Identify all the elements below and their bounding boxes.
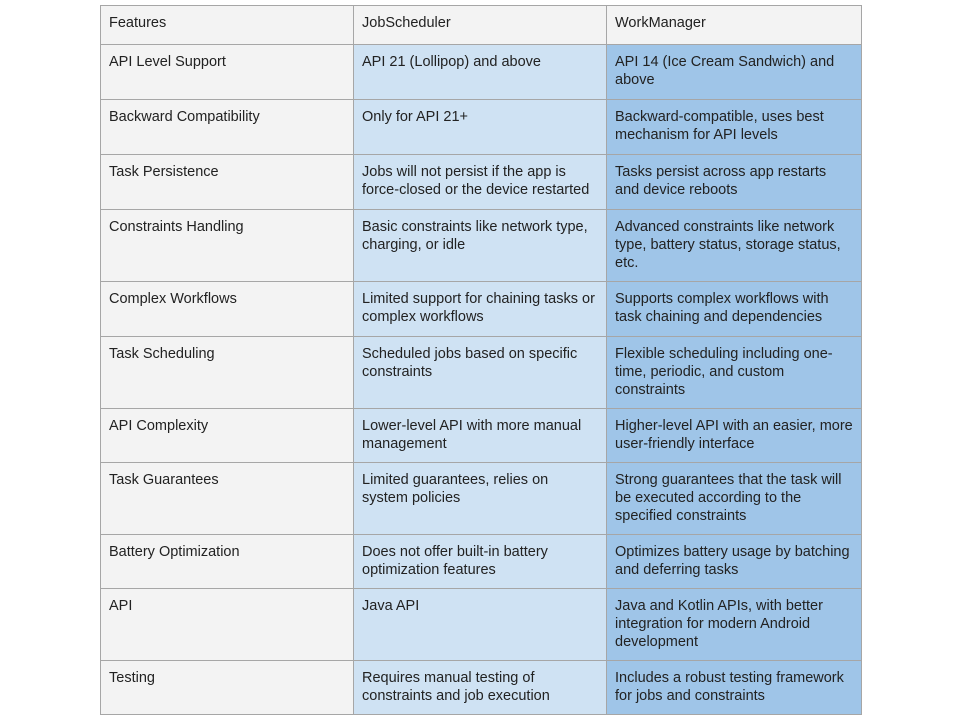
feature-cell: Battery Optimization (101, 535, 354, 589)
jobscheduler-cell: Does not offer built-in battery optimization features (354, 535, 607, 589)
workmanager-cell: Optimizes battery usage by batching and deferring tasks (607, 535, 862, 589)
jobscheduler-cell: Java API (354, 589, 607, 661)
workmanager-cell: Strong guarantees that the task will be executed according to the specified constraints (607, 463, 862, 535)
feature-cell: Constraints Handling (101, 210, 354, 282)
header-cell-features: Features (101, 6, 354, 45)
workmanager-cell: Flexible scheduling including one-time, periodic, and custom constraints (607, 337, 862, 409)
jobscheduler-cell: Limited support for chaining tasks or complex workflows (354, 282, 607, 337)
feature-cell: Complex Workflows (101, 282, 354, 337)
workmanager-cell: Advanced constraints like network type, battery status, storage status, etc. (607, 210, 862, 282)
feature-cell: Testing (101, 661, 354, 715)
table-row (101, 589, 862, 661)
table-row (101, 661, 862, 715)
jobscheduler-cell: API 21 (Lollipop) and above (354, 45, 607, 100)
jobscheduler-cell: Only for API 21+ (354, 100, 607, 155)
workmanager-cell: Higher-level API with an easier, more user-friendly interface (607, 409, 862, 463)
table-row (101, 409, 862, 463)
table-row (101, 155, 862, 210)
table-row (101, 282, 862, 337)
workmanager-cell: Supports complex workflows with task chaining and dependencies (607, 282, 862, 337)
jobscheduler-cell: Limited guarantees, relies on system policies (354, 463, 607, 535)
workmanager-cell: Java and Kotlin APIs, with better integration for modern Android development (607, 589, 862, 661)
feature-cell: Task Guarantees (101, 463, 354, 535)
workmanager-cell: Includes a robust testing framework for jobs and constraints (607, 661, 862, 715)
header-row (101, 6, 862, 45)
jobscheduler-cell: Basic constraints like network type, charging, or idle (354, 210, 607, 282)
feature-cell: Task Scheduling (101, 337, 354, 409)
workmanager-cell: Tasks persist across app restarts and device reboots (607, 155, 862, 210)
workmanager-cell: Backward-compatible, uses best mechanism for API levels (607, 100, 862, 155)
table-row (101, 45, 862, 100)
comparison-table (100, 5, 862, 715)
feature-cell: API Level Support (101, 45, 354, 100)
header-cell-jobscheduler: JobScheduler (354, 6, 607, 45)
workmanager-cell: API 14 (Ice Cream Sandwich) and above (607, 45, 862, 100)
table-row (101, 535, 862, 589)
jobscheduler-cell: Scheduled jobs based on specific constraints (354, 337, 607, 409)
feature-cell: Task Persistence (101, 155, 354, 210)
header-cell-workmanager: WorkManager (607, 6, 862, 45)
feature-cell: API (101, 589, 354, 661)
table-row (101, 337, 862, 409)
table-row (101, 100, 862, 155)
table-row (101, 463, 862, 535)
feature-cell: API Complexity (101, 409, 354, 463)
table-row (101, 210, 862, 282)
feature-cell: Backward Compatibility (101, 100, 354, 155)
jobscheduler-cell: Jobs will not persist if the app is force-closed or the device restarted (354, 155, 607, 210)
jobscheduler-cell: Requires manual testing of constraints and job execution (354, 661, 607, 715)
jobscheduler-cell: Lower-level API with more manual management (354, 409, 607, 463)
